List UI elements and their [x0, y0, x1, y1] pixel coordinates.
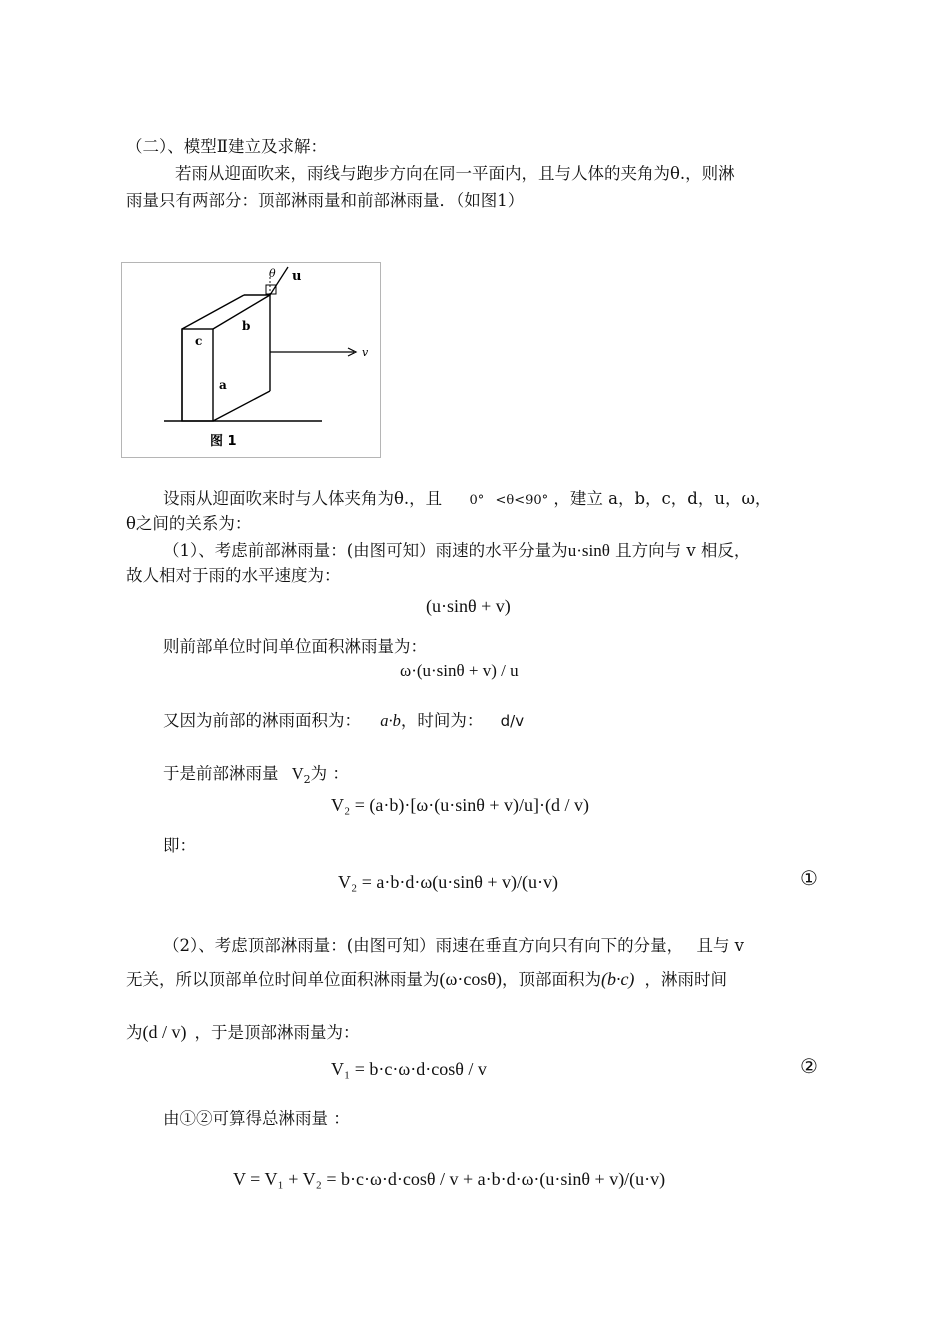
- part2-line-1: [163, 935, 744, 957]
- eq-number-1: ①: [800, 866, 818, 890]
- eq-v2: V₂ = a·b·d·ω(u·sinθ + v)/(u·v): [338, 872, 558, 892]
- expr-rain-time: (d / v): [142, 1022, 187, 1042]
- eq-v2-full: V₂ = (a·b)·[ω·(u·sinθ + v)/u]·(d / v): [331, 795, 589, 815]
- box-top-edge-1: [182, 295, 244, 329]
- part1-unit-rain-text: 则前部单位时间单位面积淋雨量为：: [163, 637, 427, 656]
- label-b: b: [242, 319, 251, 333]
- part1-area-line: [163, 710, 524, 732]
- part1-line-1: [163, 540, 750, 562]
- part1-line-2: 故人相对于雨的水平速度为：: [126, 566, 341, 585]
- setup-text-a: 设雨从迎面吹来时与人体夹角为θ.，且: [163, 489, 443, 508]
- label-u: u: [292, 269, 302, 284]
- expr-top-area: (b·c): [600, 969, 635, 989]
- eq-total: V = V₁ + V₂ = b·c·ω·d·cosθ / v + a·b·d·ω·(u·sinθ + v)/(u·v): [233, 1169, 666, 1189]
- part2-line-2: [126, 968, 727, 991]
- setup-text-b: ，建立 a，b，c，d，u，ω，: [553, 489, 772, 508]
- intro-line-1: 若雨从迎面吹来，雨线与跑步方向在同一平面内，且与人体的夹角为θ.，则淋: [175, 164, 735, 183]
- time-text: ，时间为：: [400, 711, 484, 730]
- part1-v2-line: [163, 763, 349, 791]
- section-heading: （二）、模型Ⅱ建立及求解：: [126, 137, 327, 156]
- part2-text-1-tail: 且与 v: [696, 936, 745, 955]
- setup-line-2: θ之间的关系为：: [126, 514, 252, 533]
- setup-line-1: [163, 488, 771, 512]
- ie-label: 即：: [163, 836, 196, 855]
- eq-relative-speed: (u·sinθ + v): [426, 596, 511, 616]
- label-theta: θ: [269, 267, 276, 280]
- total-text: 由①②可算得总淋雨量 ：: [163, 1109, 350, 1128]
- part2-text-2a: 无关，所以顶部单位时间单位面积淋雨量为: [126, 970, 440, 989]
- part2-text-1: （2）、考虑顶部淋雨量：(由图可知）雨速在垂直方向只有向下的分量，: [163, 936, 684, 955]
- eq-v1: V₁ = b·c·ω·d·cosθ / v: [331, 1059, 487, 1079]
- area-expr: a·b: [380, 711, 401, 730]
- eq-number-2: ②: [800, 1054, 818, 1078]
- box-diagram: [122, 263, 380, 457]
- part2-text-3a: 为: [126, 1023, 143, 1042]
- part2-text-3b: ，于是顶部淋雨量为：: [194, 1023, 360, 1042]
- v2-text-b: 为 ：: [310, 764, 349, 783]
- part2-line-3: [126, 1021, 360, 1044]
- box-bottom-edge: [213, 391, 270, 421]
- part2-text-2c: ，淋雨时间: [644, 970, 727, 989]
- expr-horizontal-speed: u·sinθ: [567, 541, 610, 560]
- part1-text-a: （1）、考虑前部淋雨量：(由图可知）雨速的水平分量为: [163, 541, 568, 560]
- angle-lt: <θ: [495, 493, 515, 508]
- expr-unit-top: (ω·cosθ): [439, 969, 502, 989]
- label-a: a: [219, 378, 227, 392]
- intro-line-2: 雨量只有两部分：顶部淋雨量和前部淋雨量．（如图1）: [126, 191, 525, 210]
- figure-caption: 图 1: [210, 434, 237, 449]
- part1-text-b: 且方向与 v 相反，: [615, 541, 751, 560]
- label-v: v: [362, 346, 369, 359]
- figure-1: [121, 262, 381, 458]
- angle-high: <90°: [514, 493, 549, 508]
- label-c: c: [195, 334, 203, 348]
- v2-subscript: 2: [303, 773, 311, 786]
- eq-unit-rain: ω·(u·sinθ + v) / u: [400, 661, 519, 680]
- part2-text-2b: ，顶部面积为: [501, 970, 601, 989]
- area-text: 又因为前部的淋雨面积为：: [163, 711, 361, 730]
- v2-text-a: 于是前部淋雨量: [163, 764, 279, 783]
- time-expr: d/v: [500, 712, 525, 730]
- v2-symbol: V: [291, 764, 304, 783]
- angle-low: 0°: [469, 493, 485, 508]
